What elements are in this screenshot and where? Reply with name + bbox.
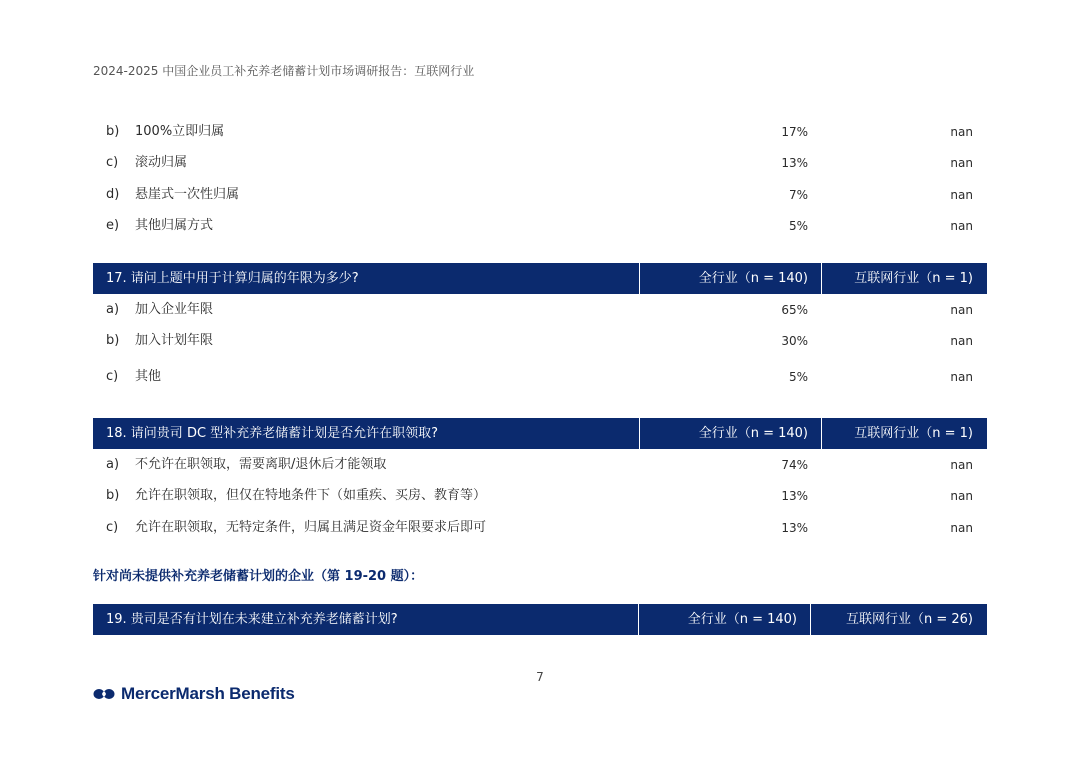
internet-industry-value: nan bbox=[950, 334, 973, 348]
question-header-18 bbox=[93, 418, 987, 449]
table-row bbox=[93, 211, 987, 241]
option-letter: b) bbox=[106, 333, 120, 348]
option-letter: b) bbox=[106, 488, 120, 503]
option-letter: b) bbox=[106, 124, 120, 139]
option-text: 不允许在职领取，需要离职/退休后才能领取 bbox=[135, 457, 387, 472]
table-row bbox=[93, 450, 987, 480]
column-divider bbox=[638, 604, 639, 635]
company-logo bbox=[93, 683, 295, 705]
table-row bbox=[93, 295, 987, 325]
internet-industry-value: nan bbox=[950, 125, 973, 139]
option-text: 滚动归属 bbox=[135, 155, 188, 170]
internet-industry-value: nan bbox=[950, 521, 973, 535]
internet-industry-header: 互联网行业（n = 26) bbox=[845, 612, 973, 627]
question-header-17 bbox=[93, 263, 987, 294]
option-letter: c) bbox=[106, 520, 119, 535]
column-divider bbox=[639, 263, 640, 294]
all-industry-value: 13% bbox=[781, 156, 808, 170]
table-row bbox=[93, 148, 987, 178]
table-row bbox=[93, 481, 987, 511]
option-text: 允许在职领取，无特定条件，归属且满足资金年限要求后即可 bbox=[135, 520, 487, 535]
question-header-19 bbox=[93, 604, 987, 635]
all-industry-value: 13% bbox=[781, 489, 808, 503]
report-header-title: 2024-2025 中国企业员工补充养老储蓄计划市场调研报告：互联网行业 bbox=[93, 64, 475, 78]
table-row bbox=[93, 180, 987, 210]
option-text: 悬崖式一次性归属 bbox=[135, 187, 240, 202]
question-text: 19. 贵司是否有计划在未来建立补充养老储蓄计划? bbox=[106, 612, 398, 627]
section-note: 针对尚未提供补充养老储蓄计划的企业（第 19-20 题）： bbox=[93, 569, 424, 584]
all-industry-value: 5% bbox=[788, 370, 808, 384]
logo-mark-icon bbox=[93, 687, 115, 701]
internet-industry-header: 互联网行业（n = 1) bbox=[854, 271, 973, 286]
question-text: 18. 请问贵司 DC 型补充养老储蓄计划是否允许在职领取? bbox=[106, 426, 439, 441]
column-divider bbox=[821, 418, 822, 449]
option-letter: c) bbox=[106, 369, 119, 384]
table-row bbox=[93, 117, 987, 147]
option-text: 其他归属方式 bbox=[135, 218, 214, 233]
table-row bbox=[93, 362, 987, 392]
option-letter: c) bbox=[106, 155, 119, 170]
option-text: 100%立即归属 bbox=[135, 124, 225, 139]
internet-industry-header: 互联网行业（n = 1) bbox=[854, 426, 973, 441]
page-number: 7 bbox=[536, 670, 544, 684]
internet-industry-value: nan bbox=[950, 458, 973, 472]
internet-industry-value: nan bbox=[950, 156, 973, 170]
option-text: 加入计划年限 bbox=[135, 333, 214, 348]
column-divider bbox=[810, 604, 811, 635]
option-letter: e) bbox=[106, 218, 120, 233]
question-text: 17. 请问上题中用于计算归属的年限为多少? bbox=[106, 271, 359, 286]
all-industry-value: 74% bbox=[781, 458, 808, 472]
option-text: 加入企业年限 bbox=[135, 302, 214, 317]
option-text: 允许在职领取，但仅在特地条件下（如重疾、买房、教育等） bbox=[135, 488, 487, 503]
all-industry-value: 30% bbox=[781, 334, 808, 348]
table-row bbox=[93, 513, 987, 543]
all-industry-value: 7% bbox=[788, 188, 808, 202]
option-letter: a) bbox=[106, 457, 120, 472]
column-divider bbox=[639, 418, 640, 449]
table-row bbox=[93, 326, 987, 356]
all-industry-header: 全行业（n = 140) bbox=[698, 271, 808, 286]
all-industry-value: 65% bbox=[781, 303, 808, 317]
internet-industry-value: nan bbox=[950, 188, 973, 202]
column-divider bbox=[821, 263, 822, 294]
all-industry-value: 17% bbox=[781, 125, 808, 139]
option-text: 其他 bbox=[135, 369, 162, 384]
all-industry-header: 全行业（n = 140) bbox=[687, 612, 797, 627]
option-letter: a) bbox=[106, 302, 120, 317]
option-letter: d) bbox=[106, 187, 120, 202]
internet-industry-value: nan bbox=[950, 370, 973, 384]
internet-industry-value: nan bbox=[950, 219, 973, 233]
all-industry-value: 13% bbox=[781, 521, 808, 535]
all-industry-header: 全行业（n = 140) bbox=[698, 426, 808, 441]
internet-industry-value: nan bbox=[950, 303, 973, 317]
logo-text: MercerMarsh Benefits bbox=[121, 684, 295, 703]
internet-industry-value: nan bbox=[950, 489, 973, 503]
all-industry-value: 5% bbox=[788, 219, 808, 233]
